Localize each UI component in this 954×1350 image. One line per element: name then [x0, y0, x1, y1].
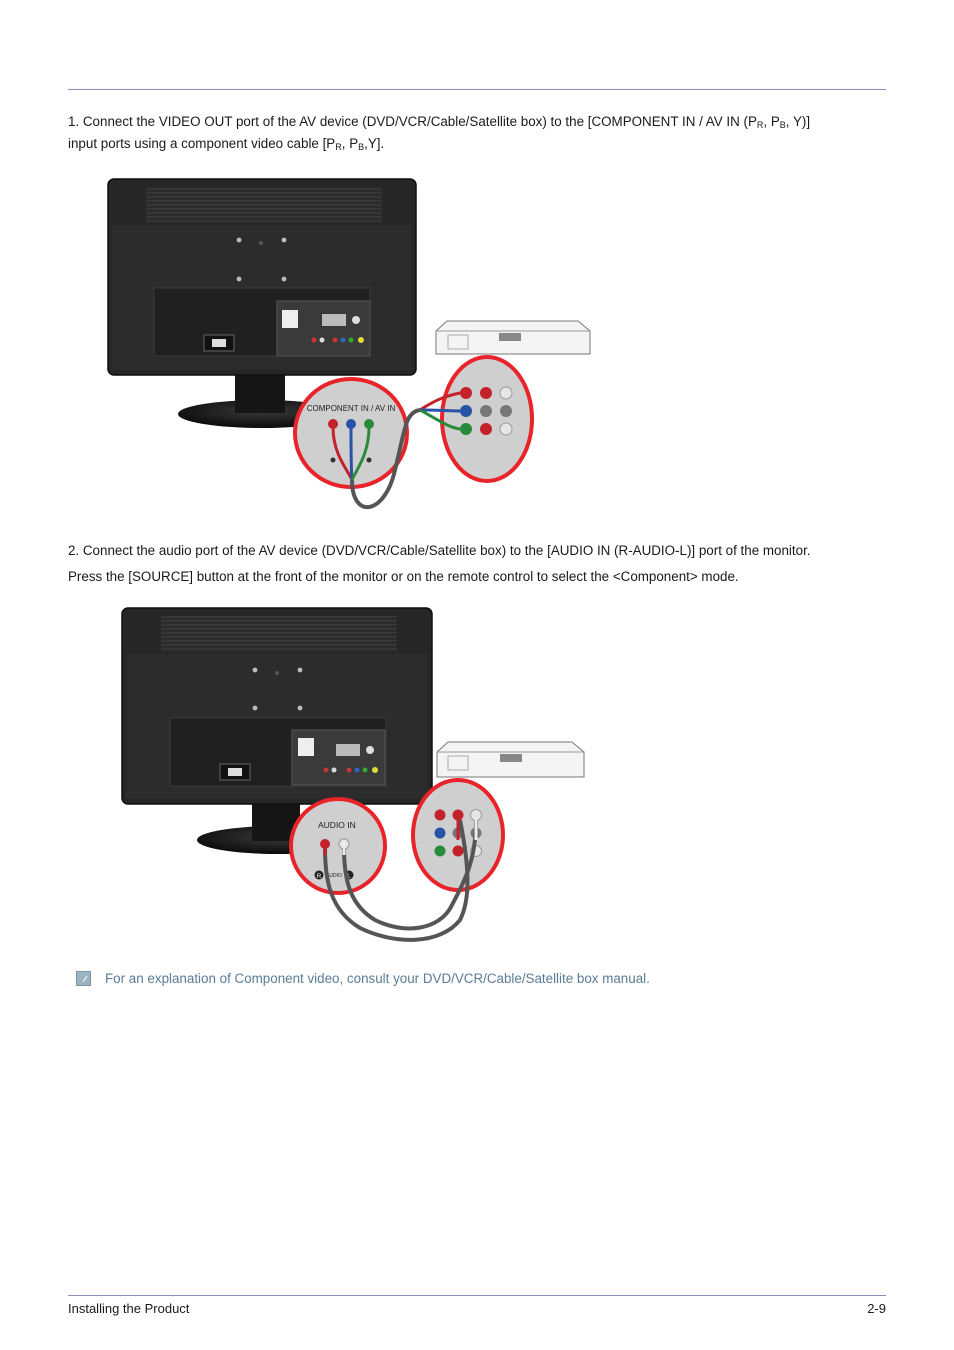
- monitor-vent: [161, 616, 397, 652]
- note-text: For an explanation of Component video, consult your DVD/VCR/Cable/Satellite box manual.: [105, 970, 650, 986]
- note-icon: [76, 971, 91, 986]
- footer-section: Installing the Product: [68, 1301, 190, 1316]
- audio-connection-figure: [0, 600, 954, 950]
- note: [76, 969, 650, 987]
- monitor-port-panel: [277, 301, 370, 356]
- header-rule: [68, 89, 886, 90]
- svg-text:R: R: [316, 874, 322, 880]
- svg-text:AUDIO: AUDIO: [326, 873, 342, 879]
- dvd-output-callout: [442, 357, 532, 481]
- step-1-text: 1. Connect the VIDEO OUT port of the AV device (DVD/VCR/Cable/Satellite box) to the [COMPONENT IN / AV IN ($P_R$, $P_B$, Y)] input ports using a component video cable [$P_R$, $P_B,Y$].: [68, 114, 811, 152]
- page-number: 2-9: [867, 1301, 886, 1316]
- svg-text:L: L: [347, 874, 351, 880]
- footer-rule: [68, 1295, 886, 1296]
- audio-in-label: AUDIO IN: [318, 820, 356, 830]
- monitor-vent: [146, 187, 382, 223]
- component-connection-figure: [0, 170, 954, 525]
- component-in-label: COMPONENT IN / AV IN: [306, 404, 396, 413]
- step-2-text: 2. Connect the audio port of the AV device (DVD/VCR/Cable/Satellite box) to the [AUDIO IN (R-AUDIO-L)] port of the monitor. Press the [SOURCE] button at the front of the monitor or on the remote control to select the <Component> mode.: [68, 543, 811, 584]
